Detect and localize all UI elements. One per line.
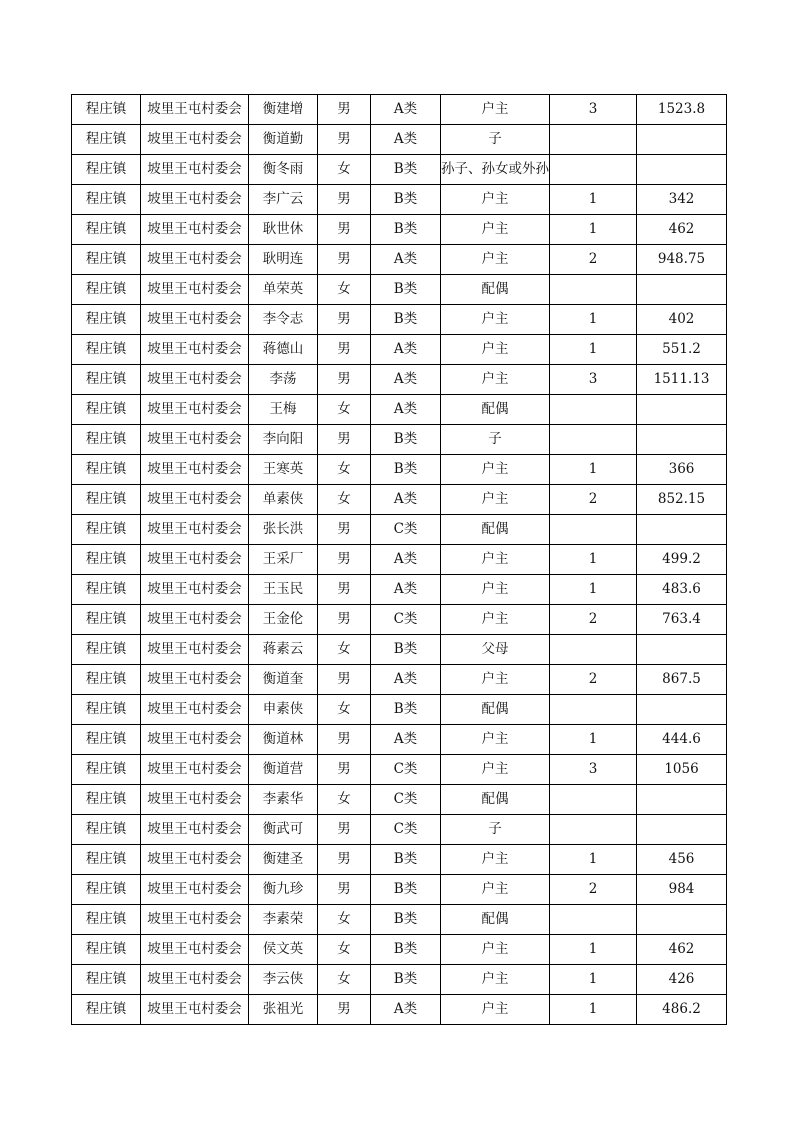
category-cell: C类 <box>371 785 441 815</box>
village-cell: 坡里王屯村委会 <box>141 185 249 215</box>
table-row <box>72 575 727 605</box>
town-cell: 程庄镇 <box>72 575 141 605</box>
category-cell: B类 <box>371 935 441 965</box>
village-cell: 坡里王屯村委会 <box>141 395 249 425</box>
amount-cell <box>637 275 727 305</box>
table-row <box>72 305 727 335</box>
amount-cell <box>637 425 727 455</box>
category-cell: C类 <box>371 605 441 635</box>
category-cell: A类 <box>371 725 441 755</box>
table-row <box>72 755 727 785</box>
category-cell: B类 <box>371 905 441 935</box>
table-row <box>72 215 727 245</box>
name-cell: 耿世休 <box>249 215 318 245</box>
town-cell: 程庄镇 <box>72 95 141 125</box>
gender-cell: 男 <box>318 755 371 785</box>
amount-cell: 456 <box>637 845 727 875</box>
village-cell: 坡里王屯村委会 <box>141 725 249 755</box>
amount-cell: 948.75 <box>637 245 727 275</box>
village-cell: 坡里王屯村委会 <box>141 695 249 725</box>
town-cell: 程庄镇 <box>72 995 141 1025</box>
count-cell <box>550 515 637 545</box>
category-cell: C类 <box>371 755 441 785</box>
name-cell: 李向阳 <box>249 425 318 455</box>
name-cell: 李素荣 <box>249 905 318 935</box>
gender-cell: 男 <box>318 425 371 455</box>
category-cell: B类 <box>371 185 441 215</box>
category-cell: A类 <box>371 665 441 695</box>
amount-cell: 402 <box>637 305 727 335</box>
category-cell: A类 <box>371 95 441 125</box>
gender-cell: 女 <box>318 965 371 995</box>
town-cell: 程庄镇 <box>72 485 141 515</box>
gender-cell: 男 <box>318 125 371 155</box>
village-cell: 坡里王屯村委会 <box>141 905 249 935</box>
town-cell: 程庄镇 <box>72 605 141 635</box>
village-cell: 坡里王屯村委会 <box>141 455 249 485</box>
name-cell: 李令志 <box>249 305 318 335</box>
relation-cell: 户主 <box>441 875 550 905</box>
category-cell: B类 <box>371 695 441 725</box>
relation-cell: 户主 <box>441 185 550 215</box>
amount-cell: 426 <box>637 965 727 995</box>
table-row <box>72 875 727 905</box>
amount-cell: 499.2 <box>637 545 727 575</box>
amount-cell: 1523.8 <box>637 95 727 125</box>
name-cell: 李素华 <box>249 785 318 815</box>
town-cell: 程庄镇 <box>72 695 141 725</box>
town-cell: 程庄镇 <box>72 965 141 995</box>
table-row <box>72 605 727 635</box>
gender-cell: 男 <box>318 215 371 245</box>
table-row <box>72 455 727 485</box>
count-cell <box>550 275 637 305</box>
village-cell: 坡里王屯村委会 <box>141 845 249 875</box>
relation-cell: 配偶 <box>441 695 550 725</box>
gender-cell: 男 <box>318 245 371 275</box>
town-cell: 程庄镇 <box>72 755 141 785</box>
relation-cell: 配偶 <box>441 785 550 815</box>
name-cell: 侯文英 <box>249 935 318 965</box>
table-row <box>72 335 727 365</box>
relation-cell: 户主 <box>441 305 550 335</box>
town-cell: 程庄镇 <box>72 815 141 845</box>
town-cell: 程庄镇 <box>72 875 141 905</box>
name-cell: 申素侠 <box>249 695 318 725</box>
town-cell: 程庄镇 <box>72 335 141 365</box>
village-cell: 坡里王屯村委会 <box>141 305 249 335</box>
town-cell: 程庄镇 <box>72 215 141 245</box>
table-row <box>72 905 727 935</box>
gender-cell: 男 <box>318 545 371 575</box>
category-cell: A类 <box>371 485 441 515</box>
name-cell: 单荣英 <box>249 275 318 305</box>
relation-cell: 子 <box>441 815 550 845</box>
relation-cell: 子 <box>441 425 550 455</box>
relation-cell: 户主 <box>441 215 550 245</box>
name-cell: 衡九珍 <box>249 875 318 905</box>
town-cell: 程庄镇 <box>72 245 141 275</box>
category-cell: B类 <box>371 305 441 335</box>
amount-cell <box>637 905 727 935</box>
count-cell: 2 <box>550 605 637 635</box>
amount-cell <box>637 515 727 545</box>
village-cell: 坡里王屯村委会 <box>141 785 249 815</box>
amount-cell: 763.4 <box>637 605 727 635</box>
category-cell: A类 <box>371 365 441 395</box>
category-cell: B类 <box>371 155 441 185</box>
relation-cell: 孙子、孙女或外孙 <box>441 155 550 185</box>
count-cell: 2 <box>550 245 637 275</box>
table-row <box>72 185 727 215</box>
amount-cell: 1511.13 <box>637 365 727 395</box>
count-cell: 3 <box>550 755 637 785</box>
table-row <box>72 395 727 425</box>
table-row <box>72 515 727 545</box>
table-row <box>72 935 727 965</box>
name-cell: 李荡 <box>249 365 318 395</box>
gender-cell: 男 <box>318 995 371 1025</box>
village-cell: 坡里王屯村委会 <box>141 245 249 275</box>
data-table <box>71 94 727 1025</box>
relation-cell: 户主 <box>441 725 550 755</box>
table-row <box>72 425 727 455</box>
amount-cell: 444.6 <box>637 725 727 755</box>
village-cell: 坡里王屯村委会 <box>141 995 249 1025</box>
town-cell: 程庄镇 <box>72 395 141 425</box>
relation-cell: 户主 <box>441 455 550 485</box>
table-row <box>72 635 727 665</box>
amount-cell: 483.6 <box>637 575 727 605</box>
town-cell: 程庄镇 <box>72 845 141 875</box>
name-cell: 李云侠 <box>249 965 318 995</box>
count-cell: 1 <box>550 545 637 575</box>
name-cell: 单素侠 <box>249 485 318 515</box>
count-cell: 1 <box>550 845 637 875</box>
village-cell: 坡里王屯村委会 <box>141 665 249 695</box>
name-cell: 王金伦 <box>249 605 318 635</box>
category-cell: B类 <box>371 635 441 665</box>
gender-cell: 女 <box>318 485 371 515</box>
village-cell: 坡里王屯村委会 <box>141 635 249 665</box>
count-cell <box>550 905 637 935</box>
town-cell: 程庄镇 <box>72 275 141 305</box>
table-row <box>72 95 727 125</box>
name-cell: 衡冬雨 <box>249 155 318 185</box>
amount-cell: 551.2 <box>637 335 727 365</box>
gender-cell: 男 <box>318 515 371 545</box>
count-cell: 2 <box>550 875 637 905</box>
name-cell: 张祖光 <box>249 995 318 1025</box>
village-cell: 坡里王屯村委会 <box>141 275 249 305</box>
relation-cell: 户主 <box>441 335 550 365</box>
table-row <box>72 125 727 155</box>
town-cell: 程庄镇 <box>72 185 141 215</box>
count-cell <box>550 155 637 185</box>
count-cell: 2 <box>550 665 637 695</box>
count-cell: 1 <box>550 965 637 995</box>
gender-cell: 女 <box>318 275 371 305</box>
name-cell: 衡道营 <box>249 755 318 785</box>
town-cell: 程庄镇 <box>72 905 141 935</box>
relation-cell: 户主 <box>441 935 550 965</box>
village-cell: 坡里王屯村委会 <box>141 875 249 905</box>
name-cell: 衡道勤 <box>249 125 318 155</box>
name-cell: 衡建圣 <box>249 845 318 875</box>
gender-cell: 男 <box>318 95 371 125</box>
category-cell: A类 <box>371 995 441 1025</box>
name-cell: 王寒英 <box>249 455 318 485</box>
town-cell: 程庄镇 <box>72 785 141 815</box>
village-cell: 坡里王屯村委会 <box>141 95 249 125</box>
relation-cell: 户主 <box>441 365 550 395</box>
town-cell: 程庄镇 <box>72 665 141 695</box>
town-cell: 程庄镇 <box>72 515 141 545</box>
amount-cell <box>637 635 727 665</box>
village-cell: 坡里王屯村委会 <box>141 935 249 965</box>
village-cell: 坡里王屯村委会 <box>141 335 249 365</box>
town-cell: 程庄镇 <box>72 635 141 665</box>
gender-cell: 男 <box>318 365 371 395</box>
count-cell: 1 <box>550 455 637 485</box>
count-cell: 3 <box>550 365 637 395</box>
relation-cell: 户主 <box>441 665 550 695</box>
category-cell: B类 <box>371 275 441 305</box>
count-cell: 1 <box>550 185 637 215</box>
relation-cell: 户主 <box>441 605 550 635</box>
table-row <box>72 725 727 755</box>
table-row <box>72 815 727 845</box>
town-cell: 程庄镇 <box>72 935 141 965</box>
gender-cell: 男 <box>318 185 371 215</box>
category-cell: A类 <box>371 125 441 155</box>
amount-cell: 342 <box>637 185 727 215</box>
gender-cell: 女 <box>318 455 371 485</box>
count-cell: 2 <box>550 485 637 515</box>
table-row <box>72 665 727 695</box>
table-row <box>72 275 727 305</box>
category-cell: A类 <box>371 395 441 425</box>
village-cell: 坡里王屯村委会 <box>141 125 249 155</box>
relation-cell: 户主 <box>441 965 550 995</box>
relation-cell: 户主 <box>441 485 550 515</box>
village-cell: 坡里王屯村委会 <box>141 215 249 245</box>
village-cell: 坡里王屯村委会 <box>141 965 249 995</box>
amount-cell: 486.2 <box>637 995 727 1025</box>
gender-cell: 女 <box>318 935 371 965</box>
relation-cell: 配偶 <box>441 905 550 935</box>
table-row <box>72 695 727 725</box>
village-cell: 坡里王屯村委会 <box>141 545 249 575</box>
amount-cell <box>637 125 727 155</box>
name-cell: 衡武可 <box>249 815 318 845</box>
gender-cell: 男 <box>318 665 371 695</box>
town-cell: 程庄镇 <box>72 305 141 335</box>
relation-cell: 户主 <box>441 95 550 125</box>
town-cell: 程庄镇 <box>72 545 141 575</box>
relation-cell: 配偶 <box>441 515 550 545</box>
name-cell: 蒋德山 <box>249 335 318 365</box>
town-cell: 程庄镇 <box>72 425 141 455</box>
gender-cell: 女 <box>318 395 371 425</box>
count-cell <box>550 395 637 425</box>
name-cell: 耿明连 <box>249 245 318 275</box>
count-cell <box>550 635 637 665</box>
category-cell: C类 <box>371 815 441 845</box>
relation-cell: 户主 <box>441 755 550 785</box>
gender-cell: 男 <box>318 875 371 905</box>
name-cell: 蒋素云 <box>249 635 318 665</box>
relation-cell: 户主 <box>441 545 550 575</box>
count-cell: 1 <box>550 215 637 245</box>
name-cell: 王采厂 <box>249 545 318 575</box>
gender-cell: 女 <box>318 905 371 935</box>
relation-cell: 子 <box>441 125 550 155</box>
relation-cell: 户主 <box>441 245 550 275</box>
gender-cell: 男 <box>318 815 371 845</box>
amount-cell: 462 <box>637 935 727 965</box>
amount-cell <box>637 395 727 425</box>
gender-cell: 女 <box>318 635 371 665</box>
town-cell: 程庄镇 <box>72 455 141 485</box>
town-cell: 程庄镇 <box>72 125 141 155</box>
category-cell: B类 <box>371 845 441 875</box>
gender-cell: 男 <box>318 605 371 635</box>
town-cell: 程庄镇 <box>72 725 141 755</box>
gender-cell: 男 <box>318 725 371 755</box>
category-cell: B类 <box>371 455 441 485</box>
amount-cell: 1056 <box>637 755 727 785</box>
village-cell: 坡里王屯村委会 <box>141 515 249 545</box>
name-cell: 张长洪 <box>249 515 318 545</box>
village-cell: 坡里王屯村委会 <box>141 485 249 515</box>
relation-cell: 户主 <box>441 995 550 1025</box>
count-cell: 1 <box>550 725 637 755</box>
name-cell: 衡建增 <box>249 95 318 125</box>
table-row <box>72 965 727 995</box>
gender-cell: 男 <box>318 575 371 605</box>
count-cell <box>550 425 637 455</box>
village-cell: 坡里王屯村委会 <box>141 815 249 845</box>
category-cell: C类 <box>371 515 441 545</box>
name-cell: 王玉民 <box>249 575 318 605</box>
count-cell: 3 <box>550 95 637 125</box>
name-cell: 李广云 <box>249 185 318 215</box>
table-row <box>72 845 727 875</box>
village-cell: 坡里王屯村委会 <box>141 605 249 635</box>
village-cell: 坡里王屯村委会 <box>141 365 249 395</box>
amount-cell <box>637 815 727 845</box>
amount-cell <box>637 155 727 185</box>
gender-cell: 男 <box>318 335 371 365</box>
amount-cell: 852.15 <box>637 485 727 515</box>
relation-cell: 配偶 <box>441 395 550 425</box>
relation-cell: 户主 <box>441 575 550 605</box>
village-cell: 坡里王屯村委会 <box>141 425 249 455</box>
village-cell: 坡里王屯村委会 <box>141 155 249 185</box>
category-cell: A类 <box>371 545 441 575</box>
category-cell: B类 <box>371 965 441 995</box>
table-row <box>72 545 727 575</box>
category-cell: B类 <box>371 215 441 245</box>
amount-cell: 867.5 <box>637 665 727 695</box>
relation-cell: 父母 <box>441 635 550 665</box>
count-cell <box>550 695 637 725</box>
amount-cell: 366 <box>637 455 727 485</box>
category-cell: B类 <box>371 425 441 455</box>
village-cell: 坡里王屯村委会 <box>141 575 249 605</box>
relation-cell: 户主 <box>441 845 550 875</box>
gender-cell: 女 <box>318 155 371 185</box>
count-cell <box>550 785 637 815</box>
amount-cell <box>637 695 727 725</box>
gender-cell: 女 <box>318 695 371 725</box>
count-cell: 1 <box>550 335 637 365</box>
name-cell: 王梅 <box>249 395 318 425</box>
amount-cell: 984 <box>637 875 727 905</box>
amount-cell: 462 <box>637 215 727 245</box>
table-row <box>72 245 727 275</box>
count-cell: 1 <box>550 305 637 335</box>
town-cell: 程庄镇 <box>72 155 141 185</box>
category-cell: A类 <box>371 245 441 275</box>
count-cell <box>550 815 637 845</box>
town-cell: 程庄镇 <box>72 365 141 395</box>
gender-cell: 男 <box>318 845 371 875</box>
table-row <box>72 995 727 1025</box>
table-row <box>72 365 727 395</box>
category-cell: A类 <box>371 335 441 365</box>
name-cell: 衡道林 <box>249 725 318 755</box>
count-cell <box>550 125 637 155</box>
category-cell: A类 <box>371 575 441 605</box>
village-cell: 坡里王屯村委会 <box>141 755 249 785</box>
name-cell: 衡道奎 <box>249 665 318 695</box>
count-cell: 1 <box>550 935 637 965</box>
category-cell: B类 <box>371 875 441 905</box>
table-row <box>72 785 727 815</box>
table-body <box>72 95 727 1025</box>
table-row <box>72 485 727 515</box>
count-cell: 1 <box>550 575 637 605</box>
gender-cell: 男 <box>318 305 371 335</box>
gender-cell: 女 <box>318 785 371 815</box>
amount-cell <box>637 785 727 815</box>
table-row <box>72 155 727 185</box>
relation-cell: 配偶 <box>441 275 550 305</box>
count-cell: 1 <box>550 995 637 1025</box>
